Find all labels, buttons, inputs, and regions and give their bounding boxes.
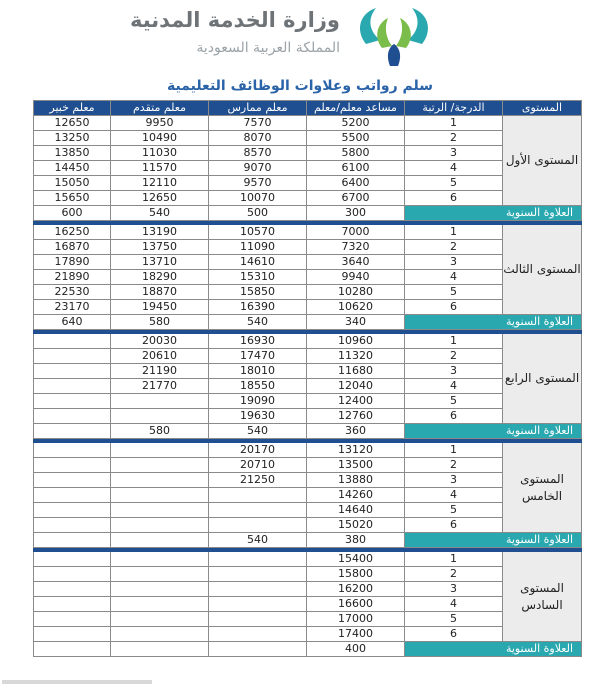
table-row [34,176,582,191]
table-row [34,161,582,176]
allowance-row [34,533,582,548]
allowance-row [34,424,582,439]
level-name: المستوى الرابع [503,334,582,424]
salary-cell: 15050 [34,176,111,191]
grade-cell: 1 [405,334,503,349]
salary-cell [34,364,111,379]
salary-cell [111,394,209,409]
salary-cell: 12110 [111,176,209,191]
table-row [34,285,582,300]
allowance-value: 540 [209,533,307,548]
salary-cell: 21250 [209,473,307,488]
grade-cell: 1 [405,443,503,458]
allowance-value: 580 [111,424,209,439]
salary-cell [34,379,111,394]
table-header-row [34,101,582,116]
table-row [34,240,582,255]
table-row [34,458,582,473]
table-row [34,349,582,364]
salary-cell: 13750 [111,240,209,255]
salary-cell: 9950 [111,116,209,131]
salary-cell: 14640 [307,503,405,518]
level-name: المستوى الأول [503,116,582,206]
grade-cell: 6 [405,409,503,424]
salary-cell: 20610 [111,349,209,364]
grade-cell: 1 [405,116,503,131]
salary-cell: 15310 [209,270,307,285]
level-name: المستوى الخامس [503,443,582,533]
salary-cell: 19630 [209,409,307,424]
salary-cell: 12760 [307,409,405,424]
table-row [34,146,582,161]
salary-cell: 5500 [307,131,405,146]
salary-cell: 9940 [307,270,405,285]
salary-cell: 10070 [209,191,307,206]
allowance-value [34,424,111,439]
grade-cell: 4 [405,379,503,394]
table-row [34,225,582,240]
salary-cell [34,443,111,458]
salary-cell: 7570 [209,116,307,131]
allowance-value [34,533,111,548]
table-row [34,597,582,612]
grade-cell: 5 [405,612,503,627]
salary-cell [111,473,209,488]
allowance-label: العلاوة السنوية [405,206,582,221]
grade-cell: 4 [405,161,503,176]
allowance-value [111,642,209,657]
table-row [34,612,582,627]
salary-cell [34,503,111,518]
salary-cell: 6100 [307,161,405,176]
salary-cell: 8070 [209,131,307,146]
grade-cell: 3 [405,146,503,161]
salary-cell: 17000 [307,612,405,627]
salary-cell [34,334,111,349]
table-row [34,191,582,206]
salary-cell [34,627,111,642]
table-row [34,364,582,379]
salary-cell: 20710 [209,458,307,473]
salary-cell [111,597,209,612]
salary-cell: 16600 [307,597,405,612]
salary-cell: 13250 [34,131,111,146]
header-expert: معلم خبير [34,101,111,116]
table-row [34,503,582,518]
salary-cell: 12650 [34,116,111,131]
salary-cell [34,552,111,567]
grade-cell: 2 [405,131,503,146]
grade-cell: 6 [405,518,503,533]
grade-cell: 5 [405,394,503,409]
grade-cell: 2 [405,458,503,473]
salary-cell: 11570 [111,161,209,176]
grade-cell: 3 [405,582,503,597]
allowance-label: العلاوة السنوية [405,642,582,657]
salary-cell: 18550 [209,379,307,394]
header-grade: الدرجة/ الرتبة [405,101,503,116]
salary-cell [209,488,307,503]
table-row [34,627,582,642]
grade-cell: 6 [405,191,503,206]
table-row [34,473,582,488]
allowance-value: 380 [307,533,405,548]
table-row [34,270,582,285]
salary-cell: 13710 [111,255,209,270]
salary-cell: 15400 [307,552,405,567]
salary-cell [111,567,209,582]
allowance-value: 360 [307,424,405,439]
grade-cell: 3 [405,364,503,379]
allowance-value [209,642,307,657]
salary-cell [34,394,111,409]
salary-cell: 16200 [307,582,405,597]
salary-cell [209,582,307,597]
table-row [34,518,582,533]
table-row [34,409,582,424]
salary-cell [34,582,111,597]
salary-cell [111,443,209,458]
allowance-label: العلاوة السنوية [405,424,582,439]
salary-cell [111,409,209,424]
salary-cell [111,518,209,533]
salary-cell: 17400 [307,627,405,642]
allowance-row [34,206,582,221]
table-row [34,131,582,146]
salary-cell: 5800 [307,146,405,161]
grade-cell: 3 [405,255,503,270]
table-row [34,255,582,270]
salary-cell: 22530 [34,285,111,300]
grade-cell: 4 [405,597,503,612]
salary-cell: 15650 [34,191,111,206]
salary-cell: 12040 [307,379,405,394]
allowance-label: العلاوة السنوية [405,533,582,548]
salary-cell [34,349,111,364]
salary-cell [209,518,307,533]
grade-cell: 5 [405,285,503,300]
ministry-logo [346,4,442,68]
salary-cell [111,552,209,567]
grade-cell: 1 [405,552,503,567]
allowance-value: 540 [209,424,307,439]
salary-cell [111,612,209,627]
salary-cell: 10280 [307,285,405,300]
salary-cell: 8570 [209,146,307,161]
allowance-label: العلاوة السنوية [405,315,582,330]
salary-cell [111,627,209,642]
salary-cell: 13120 [307,443,405,458]
org-subtitle: المملكة العربية السعودية [196,40,340,56]
grade-cell: 6 [405,627,503,642]
salary-cell: 20170 [209,443,307,458]
grade-cell: 4 [405,270,503,285]
salary-cell: 10490 [111,131,209,146]
document-header [0,0,597,72]
table-row [34,552,582,567]
grade-cell: 2 [405,240,503,255]
salary-cell: 16870 [34,240,111,255]
allowance-value: 640 [34,315,111,330]
salary-cell: 18870 [111,285,209,300]
salary-cell: 10570 [209,225,307,240]
salary-cell: 11680 [307,364,405,379]
allowance-value: 500 [209,206,307,221]
salary-cell [111,458,209,473]
salary-cell: 7320 [307,240,405,255]
salary-cell [209,567,307,582]
salary-cell: 13190 [111,225,209,240]
salary-cell: 21770 [111,379,209,394]
salary-cell: 5200 [307,116,405,131]
salary-cell [34,458,111,473]
salary-cell: 18010 [209,364,307,379]
salary-cell: 17890 [34,255,111,270]
table-row [34,394,582,409]
allowance-value: 580 [111,315,209,330]
grade-cell: 6 [405,300,503,315]
salary-cell [209,612,307,627]
salary-cell: 12650 [111,191,209,206]
table-row [34,334,582,349]
salary-cell: 15850 [209,285,307,300]
salary-cell: 14450 [34,161,111,176]
header-practitioner: معلم ممارس [209,101,307,116]
allowance-value: 400 [307,642,405,657]
salary-cell: 10620 [307,300,405,315]
salary-cell [111,582,209,597]
org-name: وزارة الخدمة المدنية [129,8,340,32]
bottom-artifact [2,676,152,688]
allowance-value: 540 [111,206,209,221]
salary-cell: 6400 [307,176,405,191]
salary-cell [34,612,111,627]
salary-table [33,100,582,657]
allowance-row [34,315,582,330]
salary-cell [34,597,111,612]
salary-cell: 11030 [111,146,209,161]
grade-cell: 5 [405,176,503,191]
salary-cell: 6700 [307,191,405,206]
salary-cell [34,518,111,533]
salary-cell: 7000 [307,225,405,240]
salary-cell: 14260 [307,488,405,503]
salary-cell [111,488,209,503]
salary-cell: 14610 [209,255,307,270]
table-row [34,379,582,394]
salary-cell [209,597,307,612]
allowance-value: 540 [209,315,307,330]
salary-cell: 23170 [34,300,111,315]
table-row [34,443,582,458]
salary-cell: 13500 [307,458,405,473]
salary-cell: 13880 [307,473,405,488]
salary-cell: 15020 [307,518,405,533]
salary-cell [209,503,307,518]
table-row [34,488,582,503]
salary-cell: 11090 [209,240,307,255]
salary-cell [34,567,111,582]
document-title: سلم رواتب وعلاوات الوظائف التعليمية [167,78,433,94]
salary-cell: 21190 [111,364,209,379]
salary-cell: 19450 [111,300,209,315]
level-name: المستوى الثالث [503,225,582,315]
level-name: المستوى السادس [503,552,582,642]
header-level: المستوى [503,101,582,116]
salary-cell: 16390 [209,300,307,315]
allowance-value [111,533,209,548]
header-assistant-teacher: مساعد معلم/معلم [307,101,405,116]
salary-cell [34,488,111,503]
grade-cell: 3 [405,473,503,488]
salary-cell [209,552,307,567]
table-row [34,567,582,582]
salary-cell: 12400 [307,394,405,409]
grade-cell: 2 [405,567,503,582]
grade-cell: 2 [405,349,503,364]
salary-cell: 17470 [209,349,307,364]
salary-cell: 9570 [209,176,307,191]
salary-cell: 10960 [307,334,405,349]
header-advanced: معلم متقدم [111,101,209,116]
table-row [34,116,582,131]
salary-cell: 13850 [34,146,111,161]
table-body [34,116,582,657]
allowance-row [34,642,582,657]
allowance-value: 300 [307,206,405,221]
salary-cell: 9070 [209,161,307,176]
salary-cell [111,503,209,518]
salary-cell: 11320 [307,349,405,364]
salary-cell [34,473,111,488]
table-row [34,300,582,315]
salary-cell: 15800 [307,567,405,582]
salary-cell: 16930 [209,334,307,349]
allowance-value [34,642,111,657]
salary-cell: 18290 [111,270,209,285]
salary-cell: 21890 [34,270,111,285]
salary-cell: 16250 [34,225,111,240]
salary-cell: 20030 [111,334,209,349]
salary-cell [34,409,111,424]
table-row [34,582,582,597]
grade-cell: 4 [405,488,503,503]
salary-cell: 3640 [307,255,405,270]
grade-cell: 1 [405,225,503,240]
salary-cell [209,627,307,642]
grade-cell: 5 [405,503,503,518]
allowance-value: 340 [307,315,405,330]
allowance-value: 600 [34,206,111,221]
salary-cell: 19090 [209,394,307,409]
